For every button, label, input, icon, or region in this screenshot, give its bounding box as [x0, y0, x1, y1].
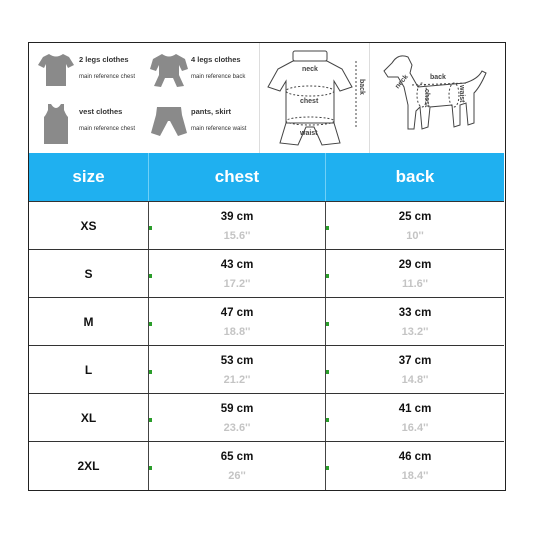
table-row — [29, 393, 504, 441]
chest-cm: 53 cm — [220, 355, 254, 367]
chest-cm: 39 cm — [220, 211, 254, 223]
back-cm: 33 cm — [398, 307, 432, 319]
ref-item-pants — [141, 99, 253, 149]
chest-inch: 15.6'' — [223, 230, 251, 242]
size-cell: L — [29, 346, 149, 393]
back-cell — [326, 298, 504, 345]
back-inch: 16.4'' — [401, 422, 429, 434]
header-back: back — [395, 167, 435, 186]
header-size: size — [29, 153, 149, 201]
chest-cell — [149, 394, 326, 441]
chest-cell — [149, 298, 326, 345]
table-row — [29, 297, 504, 345]
table-header — [29, 153, 504, 201]
size-cell: XL — [29, 394, 149, 441]
dog-label-neck: neck — [394, 73, 410, 91]
garment-label-chest: chest — [300, 98, 319, 105]
chest-inch: 18.8'' — [223, 326, 251, 338]
ref-item-title: vest clothes — [79, 107, 123, 116]
size-table — [29, 153, 504, 490]
chest-cell — [149, 202, 326, 249]
table-row — [29, 345, 504, 393]
ref-item-title: pants, skirt — [191, 107, 232, 116]
ref-item-2-legs — [29, 47, 141, 97]
chest-cell — [149, 250, 326, 297]
size-cell: XS — [29, 202, 149, 249]
ref-item-subtitle: main reference waist — [191, 126, 247, 132]
back-inch: 18.4'' — [401, 470, 429, 482]
ref-item-subtitle: main reference chest — [79, 126, 136, 132]
chest-cm: 65 cm — [220, 451, 254, 463]
back-cell — [326, 202, 504, 249]
garment-label-waist: waist — [300, 130, 318, 137]
back-cm: 41 cm — [398, 403, 432, 415]
ref-item-title: 2 legs clothes — [79, 55, 129, 64]
chest-cell — [149, 346, 326, 393]
back-inch: 11.6'' — [401, 278, 429, 290]
clothing-type-guide — [29, 43, 257, 153]
dog-label-chest: chest — [423, 89, 430, 108]
back-inch: 10'' — [406, 230, 424, 242]
chest-cm: 43 cm — [220, 259, 254, 271]
chest-inch: 23.6'' — [223, 422, 251, 434]
pants-icon — [149, 103, 189, 143]
back-cm: 37 cm — [398, 355, 432, 367]
garment-label-neck: neck — [302, 66, 318, 73]
dog-measurement-diagram — [369, 43, 504, 153]
back-cm: 25 cm — [398, 211, 432, 223]
ref-item-title: 4 legs clothes — [191, 55, 241, 64]
back-cm: 29 cm — [398, 259, 432, 271]
back-cell — [326, 394, 504, 441]
table-row — [29, 249, 504, 297]
tshirt-icon — [37, 51, 75, 89]
vest-icon — [37, 103, 75, 145]
chest-cm: 47 cm — [220, 307, 254, 319]
size-cell: S — [29, 250, 149, 297]
dog-icon — [370, 43, 505, 153]
chest-cm: 59 cm — [220, 403, 254, 415]
garment-collar — [293, 51, 327, 61]
table-row — [29, 201, 504, 249]
waist-measure-line — [286, 117, 334, 125]
four-leg-suit-icon — [149, 51, 189, 89]
dog-waist-line — [449, 83, 459, 107]
dog-label-back: back — [430, 74, 446, 81]
garment-label-back: back — [358, 79, 365, 95]
dog-label-waist: waist — [458, 85, 465, 103]
header-chest: chest — [149, 153, 326, 201]
back-cm: 46 cm — [398, 451, 432, 463]
table-row — [29, 441, 504, 490]
ref-item-subtitle: main reference chest — [79, 74, 136, 80]
back-inch: 14.8'' — [401, 374, 429, 386]
reference-panel — [29, 43, 504, 153]
back-cell — [326, 250, 504, 297]
size-chart — [28, 42, 506, 491]
chest-inch: 26'' — [228, 470, 246, 482]
ref-item-4-legs — [141, 47, 253, 97]
size-cell: M — [29, 298, 149, 345]
ref-item-vest — [29, 99, 141, 149]
chest-measure-line — [286, 86, 334, 96]
table-body — [29, 201, 504, 490]
dog-outline — [384, 56, 486, 129]
ref-item-subtitle: main reference back — [191, 74, 246, 80]
chest-inch: 17.2'' — [223, 278, 251, 290]
size-cell: 2XL — [29, 442, 149, 490]
back-cell — [326, 346, 504, 393]
back-cell — [326, 442, 504, 490]
chest-cell — [149, 442, 326, 490]
garment-measurement-diagram — [259, 43, 369, 153]
back-inch: 13.2'' — [401, 326, 429, 338]
chest-inch: 21.2'' — [223, 374, 251, 386]
